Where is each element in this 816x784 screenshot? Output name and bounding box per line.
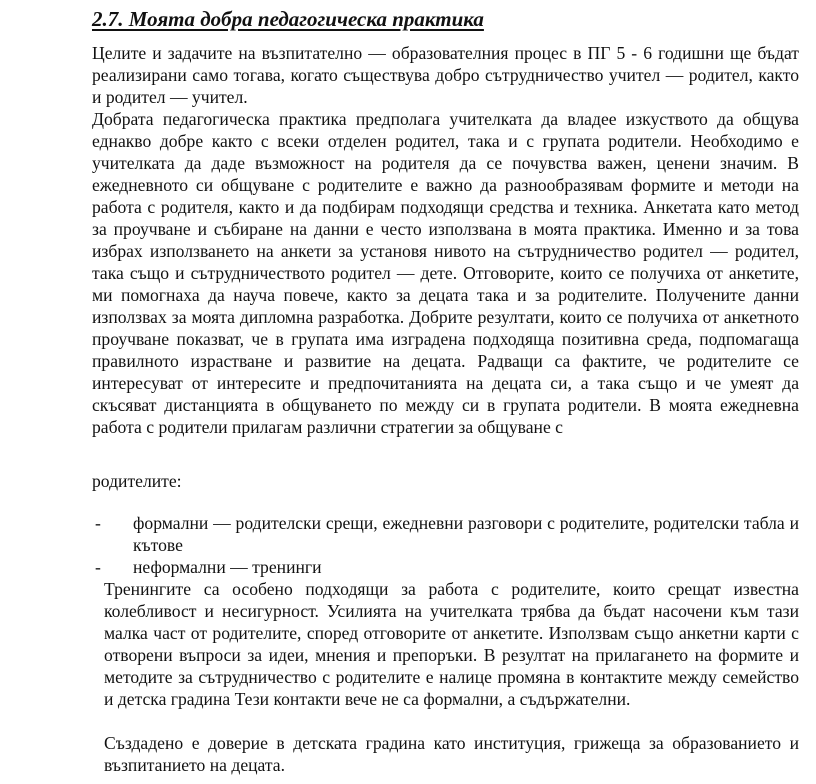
paragraph-goals: Целите и задачите на възпитателно — образователния процес в ПГ 5 - 6 годишни ще бъдат реализирани само тогава, когато съществува добро сътрудничество учител — родител, както и родител — учител.	[92, 43, 799, 107]
paragraph-parents-label: родителите:	[92, 471, 182, 491]
list-dash: -	[95, 513, 101, 533]
paragraph-trainings: Тренингите са особено подходящи за работа с родителите, които срещат известна колебливост и несигурност. Усилията на учителката трябва да бъдат насочени към тази малка част от родителите, според отговорите от анкетите. Използвам също анкетни карти с отворени въпроси за идеи, мнения и препоръки. В резултат на прилагането на формите и методите за сътрудничество с родителите е налице промяна в контактите между семейство и детска градина Тези контакти вече не са формални, а съдържателни.	[104, 579, 799, 709]
section-heading: 2.7. Моята добра педагогическа практика	[92, 7, 484, 31]
paragraph-trust: Създадено е доверие в детската градина като институция, грижеща за образованието и възпитанието на децата.	[104, 733, 799, 775]
list-item	[92, 556, 799, 578]
list-item-text: формални — родителски срещи, ежедневни разговори с родителите, родителски табла и кътове	[133, 513, 799, 555]
list-dash: -	[95, 557, 101, 577]
strategies-list	[92, 512, 799, 578]
paragraph-practice: Добрата педагогическа практика предполага учителката да владее изкуството да общува еднакво добре както с всеки отделен родител, така и с групата родители. Необходимо е учителката да даде възможност на родителя да се почувства важен, ценени значим. В ежедневното си общуване с родителите е важно да разнообразявам формите и методи на работа с родителя, както и да подбирам подходящи средства и техника. Анкетата като метод за проучване и събиране на данни е често използвана в моята практика. Именно и за това избрах използването на анкети за установя нивото на сътрудничество родител — родител, така също и сътрудничеството родител — дете. Отговорите, които се получиха от анкетите, ми помогнаха да науча повече, както за децата така и за родителите. Получените данни използвах за моята дипломна разработка. Добрите резултати, които се получиха от анкетното проучване показват, че в групата има изградена подходяща позитивна среда, подпомагаща правилното израстване и развитие на децата. Радващи са фактите, че родителите се интересуват от интересите и предпочитанията на децата си, а така също и че умеят да скъсяват дистанцията в общуването по между си в групата родители. В моята ежедневна работа с родители прилагам различни стратегии за общуване с	[92, 109, 799, 437]
list-item	[92, 512, 799, 556]
list-item-text: неформални — тренинги	[133, 557, 322, 577]
